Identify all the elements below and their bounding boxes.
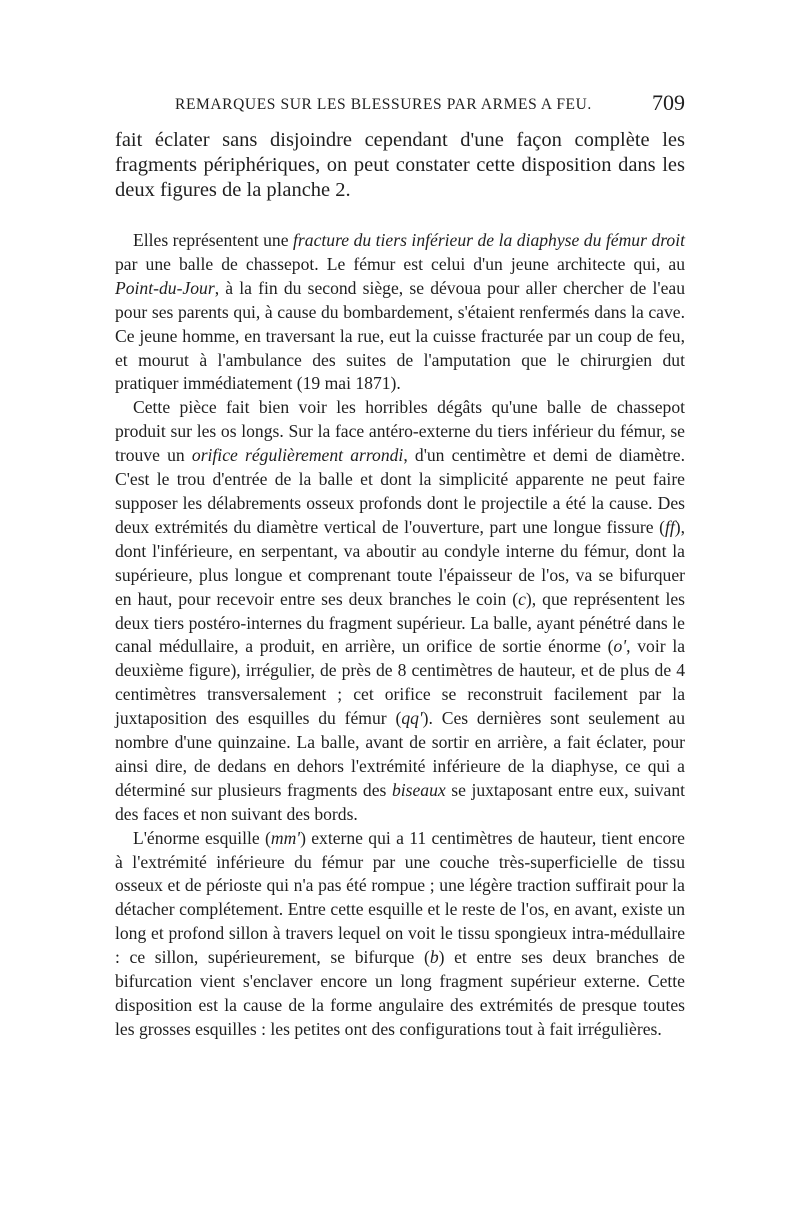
text-run: Elles représentent une xyxy=(133,230,294,250)
paragraph-gap xyxy=(115,203,685,229)
text-run: fait éclater sans disjoindre cependant d'une façon complète les fragments périphériques, on peut constater cette disposition dans les deux figures de la planche 2. xyxy=(115,129,685,201)
text-run: Cette pièce fait bien voir les horribles dégâts qu'une balle de chassepot produit sur les os longs. Sur la face antéro-externe du tiers inférieur du fémur, se trouve un xyxy=(115,397,685,466)
italic-text-run: o' xyxy=(613,636,627,657)
text-run: , à la fin du second siège, se dévoua pour aller chercher de l'eau pour ses parents qui, à cause du bombardement, s'étaient renfermés dans la cave. Ce jeune homme, en traversant la rue, eut la cuisse fracturée par un coup de feu, et mourut à l'ambulance des suites de l'amputation que le chirurgien dut pratiquer immédiatement (19 mai 1871). xyxy=(115,277,685,394)
paragraph-external-splinter xyxy=(115,827,685,1042)
italic-text-run: biseaux xyxy=(391,779,446,800)
text-run: par une balle de chassepot. Le fémur est celui d'un jeune architecte qui, au xyxy=(115,253,685,274)
text-run: ) et entre ses deux branches de bifurcation vient s'enclaver encore un long fragment supérieur externe. Cette disposition est la cause de la forme angulaire des extrémités de presque toutes les grosses esquilles : les petites ont des configurations tout à fait irrégulières. xyxy=(115,947,685,1039)
text-run: , d'un centimètre et demi de diamètre. C'est le trou d'entrée de la balle et dont la simplicité apparente ne peut faire supposer les délabrements osseux profonds dont le projectile a été la cause. Des deux extrémités du diamètre vertical de l'ouverture, part une longue fissure ( xyxy=(115,445,685,537)
page-number: 709 xyxy=(652,90,685,115)
italic-text-run: ff xyxy=(664,516,675,537)
text-run: L'énorme esquille ( xyxy=(133,827,271,848)
italic-text-run: c xyxy=(518,588,526,609)
italic-text-run: b xyxy=(429,947,439,968)
paragraph-bullet-damage xyxy=(115,396,685,826)
text-run: ), dont l'inférieure, en serpentant, va aboutir au condyle interne du fémur, dont la supérieure, plus longue et comprenant toute l'épaisseur de l'os, va se bifurquer en haut, pour recevoir entre ses deux branches le coin ( xyxy=(115,516,685,609)
text-run: ). Ces dernières sont seulement au nombre d'une quinzaine. La balle, avant de sortir en arrière, a fait éclater, pour ainsi dire, de dedans en dehors l'extrémité inférieure de la diaphyse, ce qui a déterminé sur plusieurs fragments des xyxy=(115,708,685,800)
running-head: REMARQUES SUR LES BLESSURES PAR ARMES A FEU. xyxy=(175,96,592,113)
text-run: ), que représentent les deux tiers postéro-internes du fragment supérieur. La balle, ayant pénétré dans le canal médullaire, a produit, en arrière, un orifice de sortie énorme ( xyxy=(115,588,686,657)
text-run: , voir la deuxième figure), irrégulier, de près de 8 centimètres de hauteur, et de plus de 4 centimètres transversalement ; cet orifice se reconstruit facilement par la juxtaposition des esquilles du fémur ( xyxy=(115,636,686,729)
page-header xyxy=(115,92,685,122)
italic-text-run: mm' xyxy=(270,827,301,848)
body-text xyxy=(115,128,685,1042)
paragraph-continuation xyxy=(115,128,685,203)
italic-text-run: Point-du-Jour xyxy=(115,277,215,298)
paragraph-specimen-description xyxy=(115,229,685,396)
text-run: ) externe qui a 11 centimètres de hauteur, tient encore à l'extrémité inférieure du fémur par une couche très-superficielle de tissu osseux et de périoste qui n'a pas été rompue ; une légère traction suffirait pour la détacher complétement. Entre cette esquille et le reste de l'os, en avant, existe un long et profond sillon à travers lequel on voit le tissu spongieux intra-médullaire : ce sillon, supérieurement, se bifurque ( xyxy=(115,827,685,968)
italic-text-run: qq' xyxy=(401,708,423,729)
italic-text-run: orifice régulièrement arrondi xyxy=(191,445,404,466)
italic-text-run: fracture du tiers inférieur de la diaphyse du fémur droit xyxy=(293,230,686,250)
text-run: se juxtaposant entre eux, suivant des faces et non suivant des bords. xyxy=(115,779,685,824)
